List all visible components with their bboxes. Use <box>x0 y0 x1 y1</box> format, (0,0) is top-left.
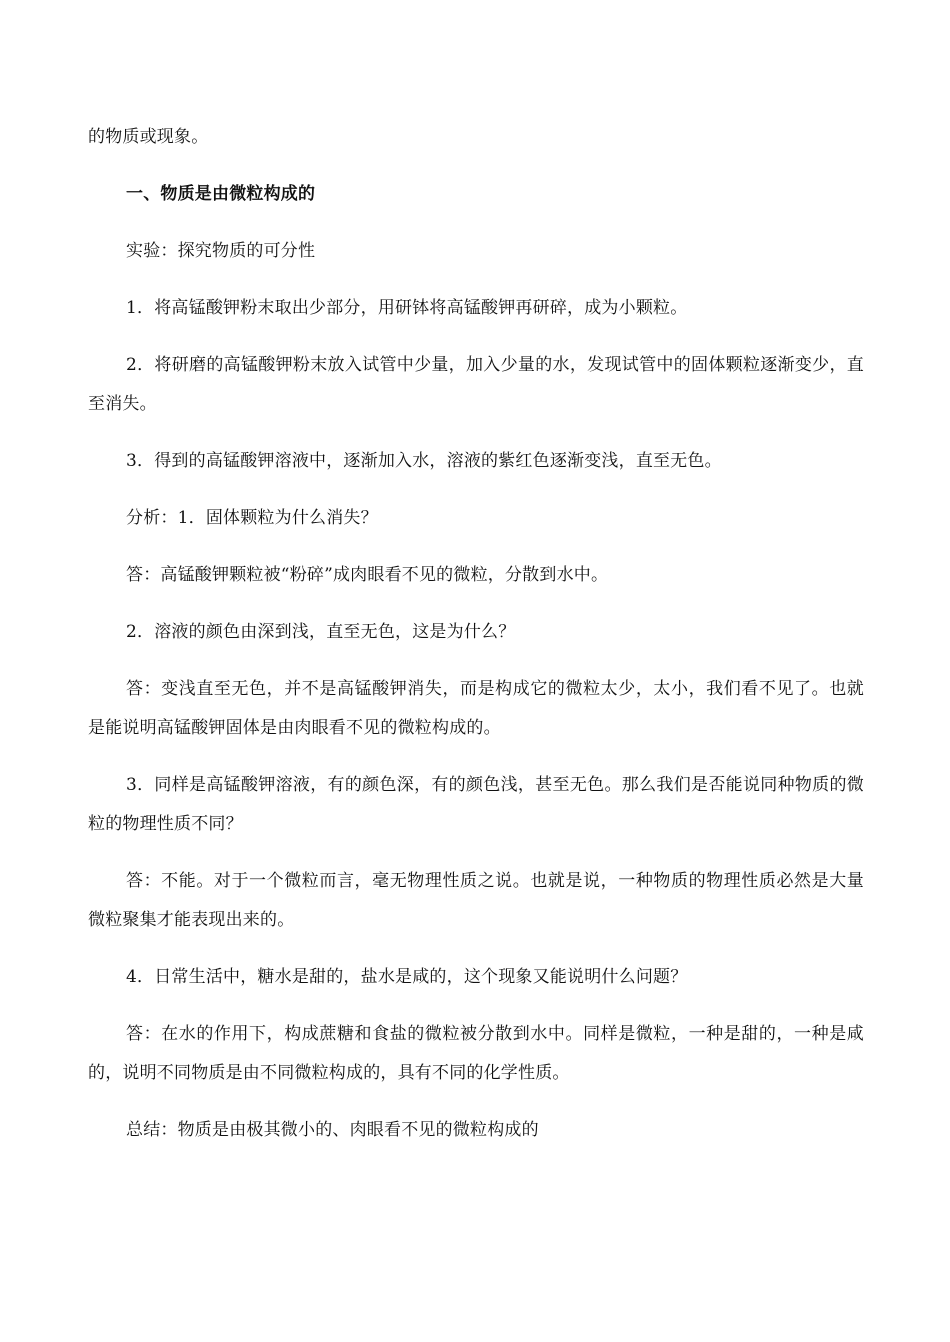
analysis-answer-4: 答：在水的作用下，构成蔗糖和食盐的微粒被分散到水中。同样是微粒，一种是甜的，一种是咸的，说明不同物质是由不同微粒构成的，具有不同的化学性质。 <box>88 1024 864 1083</box>
analysis-answer-1: 答：高锰酸钾颗粒被“粉碎”成肉眼看不见的微粒，分散到水中。 <box>126 565 609 585</box>
analysis-question-3: 3．同样是高锰酸钾溶液，有的颜色深，有的颜色浅，甚至无色。那么我们是否能说同种物质的微粒的物理性质不同？ <box>88 775 864 834</box>
experiment-step-2: 2．将研磨的高锰酸钾粉末放入试管中少量，加入少量的水，发现试管中的固体颗粒逐渐变少，直至消失。 <box>88 355 864 414</box>
analysis-question-2: 2．溶液的颜色由深到浅，直至无色，这是为什么？ <box>126 622 516 642</box>
analysis-question-4: 4．日常生活中，糖水是甜的，盐水是咸的，这个现象又能说明什么问题？ <box>126 967 688 987</box>
summary: 总结：物质是由极其微小的、肉眼看不见的微粒构成的 <box>126 1120 539 1140</box>
paragraph-continuation: 的物质或现象。 <box>88 127 209 147</box>
experiment-title: 实验：探究物质的可分性 <box>126 241 316 261</box>
experiment-step-3: 3．得到的高锰酸钾溶液中，逐渐加入水，溶液的紫红色逐渐变浅，直至无色。 <box>126 451 722 471</box>
section-heading: 一、物质是由微粒构成的 <box>126 184 316 204</box>
experiment-step-1: 1．将高锰酸钾粉末取出少部分，用研钵将高锰酸钾再研碎，成为小颗粒。 <box>126 298 688 318</box>
document-body <box>88 118 864 1168</box>
analysis-answer-2: 答：变浅直至无色，并不是高锰酸钾消失，而是构成它的微粒太少，太小，我们看不见了。也就是能说明高锰酸钾固体是由肉眼看不见的微粒构成的。 <box>88 679 864 738</box>
analysis-question-1: 分析：1．固体颗粒为什么消失？ <box>126 508 378 528</box>
analysis-answer-3: 答：不能。对于一个微粒而言，毫无物理性质之说。也就是说，一种物质的物理性质必然是大量微粒聚集才能表现出来的。 <box>88 871 864 930</box>
